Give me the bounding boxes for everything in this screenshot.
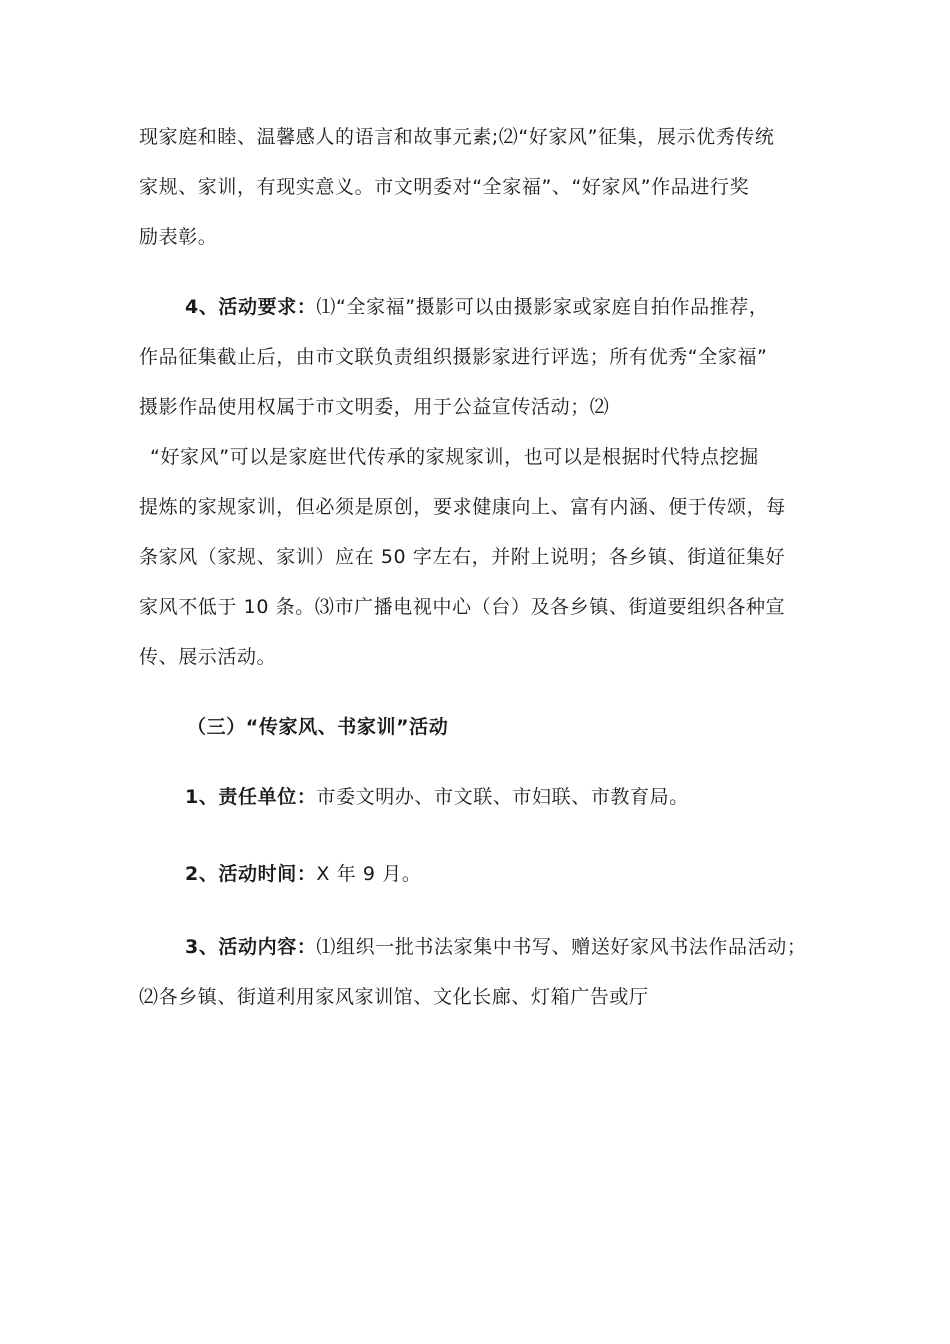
body-line: 现家庭和睦、温馨感人的语言和故事元素;⑵“好家风”征集，展示优秀传统 [139, 126, 775, 148]
item-1-line [185, 784, 689, 810]
item-1-label: 1、责任单位： [185, 786, 317, 808]
item-4-text: ⑴“全家福”摄影可以由摄影家或家庭自拍作品推荐， [316, 296, 769, 318]
item-2-line [185, 861, 421, 887]
item-1-text: 市委文明办、市文联、市妇联、市教育局。 [316, 786, 689, 808]
item-2-text: X 年 9 月。 [316, 863, 422, 885]
body-line: 传、展示活动。 [139, 646, 277, 668]
body-line: ⑵各乡镇、街道利用家风家训馆、文化长廊、灯箱广告或厅 [139, 986, 649, 1008]
item-4-line [185, 294, 769, 320]
body-line: 条家风（家规、家训）应在 50 字左右，并附上说明；各乡镇、街道征集好 [139, 546, 786, 568]
body-line: 励表彰。 [139, 226, 218, 248]
item-2-label: 2、活动时间： [185, 863, 317, 885]
item-3-line [185, 934, 806, 960]
body-line: 作品征集截止后，由市文联负责组织摄影家进行评选；所有优秀“全家福” [139, 346, 768, 368]
body-line: “好家风”可以是家庭世代传承的家规家训，也可以是根据时代特点挖掘 [150, 446, 759, 468]
body-line: 家风不低于 10 条。⑶市广播电视中心（台）及各乡镇、街道要组织各种宣 [139, 596, 786, 618]
body-line: 家规、家训，有现实意义。市文明委对“全家福”、“好家风”作品进行奖 [139, 176, 750, 198]
item-3-label: 3、活动内容： [185, 936, 317, 958]
item-3-text: ⑴组织一批书法家集中书写、赠送好家风书法作品活动； [316, 936, 807, 958]
body-line: 提炼的家规家训，但必须是原创，要求健康向上、富有内涵、便于传颂，每 [139, 496, 786, 518]
section-3-heading: （三）“传家风、书家训”活动 [187, 716, 449, 738]
body-line: 摄影作品使用权属于市文明委，用于公益宣传活动；⑵ [139, 396, 610, 418]
item-4-label: 4、活动要求： [185, 296, 317, 318]
